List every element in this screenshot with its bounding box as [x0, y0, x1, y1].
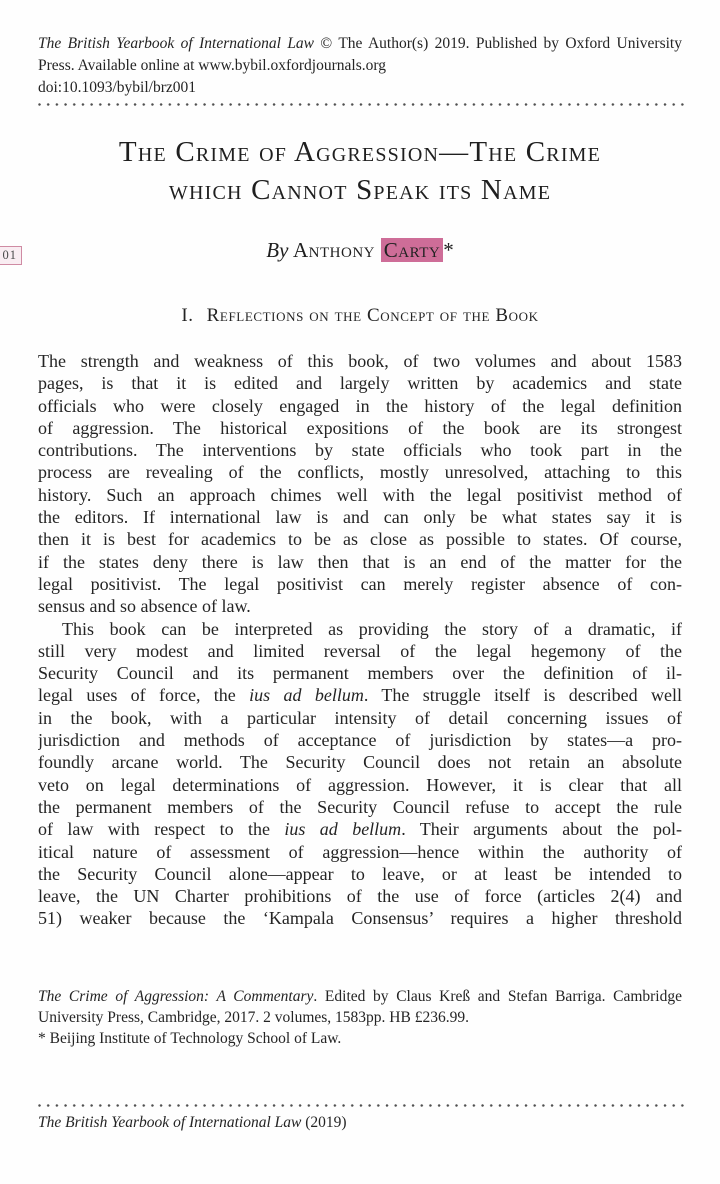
text-span: doi:10.1093/bybil/brz001: [38, 79, 197, 96]
page-footer: [38, 1112, 682, 1134]
text-span: contributions. The interventions by state officials who took part in the: [38, 440, 682, 461]
text-line: [38, 395, 682, 417]
text-line: [38, 796, 682, 818]
text-line: [38, 551, 682, 573]
section-heading: [0, 305, 720, 327]
text-span: foundly arcane world. The Security Council does not retain an absolute: [38, 752, 682, 773]
text-span: . Edited by Claus Kreß and Stefan Barriga. Cambridge: [313, 988, 682, 1005]
text-line: [38, 350, 682, 372]
dotted-separator-top: [38, 103, 684, 106]
text-span: process are revealing of the conflicts, mostly unresolved, attaching to this: [38, 462, 682, 483]
text-span: still very modest and limited reversal of the legal hegemony of the: [38, 640, 682, 661]
text-span: of law with respect to the: [38, 819, 285, 840]
text-line: [38, 907, 682, 929]
text-span: of aggression. The historical expositions of the book are its strongest: [38, 417, 682, 438]
text-line: [38, 774, 682, 796]
author-first-name: Anthony: [288, 238, 381, 262]
text-line: [38, 662, 682, 684]
text-line: [38, 684, 682, 706]
italic-text: ius ad bellum: [249, 685, 364, 706]
journal-header: [38, 33, 682, 99]
text-span: veto on legal determinations of aggression. However, it is clear that all: [38, 774, 682, 795]
text-span: This book can be interpreted as providing the story of a dramatic, if: [62, 618, 682, 639]
text-span: Security Council and its permanent members over the definition of il-: [38, 663, 682, 684]
dotted-separator-bottom: [38, 1104, 684, 1107]
text-span: then it is best for academics to be as close as possible to states. Of course,: [38, 529, 682, 550]
text-span: the editors. If international law is and can only be what states say it is: [38, 507, 682, 528]
text-span: © The Author(s) 2019. Published by Oxford University: [314, 35, 682, 52]
italic-text: The Crime of Aggression: A Commentary: [38, 988, 314, 1005]
footnote-asterisk: *: [443, 238, 454, 262]
section-title: Reflections on the Concept of the Book: [206, 305, 539, 326]
text-line: [38, 841, 682, 863]
highlighted-author-name[interactable]: Carty: [381, 238, 443, 262]
text-span: the permanent members of the Security Council refuse to accept the rule: [38, 796, 682, 817]
text-span: 51) weaker because the ‘Kampala Consensus’ requires a higher threshold: [38, 908, 682, 929]
text-span: pages, is that it is edited and largely written by academics and state: [38, 373, 682, 394]
text-line: [38, 573, 682, 595]
text-span: (2019): [301, 1114, 347, 1131]
text-span: jurisdiction and methods of acceptance of jurisdiction by states—a pro-: [38, 730, 682, 751]
text-line: [38, 461, 682, 483]
text-span: leave, the UN Charter prohibitions of the use of force (articles 2(4) and: [38, 886, 682, 907]
text-line: [38, 1007, 682, 1028]
text-span: legal positivist. The legal positivist can merely register absence of con-: [38, 573, 682, 594]
italic-text: The British Yearbook of International Law: [38, 1114, 302, 1131]
author-name: [288, 238, 443, 262]
annotation-label: 01: [2, 248, 17, 262]
text-line: [38, 595, 682, 617]
text-line: [38, 506, 682, 528]
text-line: [38, 1028, 682, 1049]
footnotes: [38, 986, 682, 1049]
text-line: [38, 77, 682, 99]
text-span: history. Such an approach chimes well with the legal positivist method of: [38, 484, 682, 505]
text-span: . The struggle itself is described well: [363, 685, 682, 706]
text-span: University Press, Cambridge, 2017. 2 volumes, 1583pp. HB £236.99.: [38, 1009, 469, 1026]
italic-text: The British Yearbook of International Law: [38, 35, 315, 52]
text-span: * Beijing Institute of Technology School of Law.: [38, 1030, 342, 1047]
byline: [0, 238, 720, 263]
text-line: [38, 618, 682, 640]
text-span: if the states deny there is law then that is an end of the matter for the: [38, 551, 682, 572]
text-span: itical nature of assessment of aggression—hence within the authority of: [38, 841, 682, 862]
article-title-line-1: The Crime of Aggression—The Crime: [118, 136, 602, 168]
section-number: I.: [181, 305, 194, 326]
italic-text: ius ad bellum: [284, 819, 402, 840]
article-title: [0, 133, 720, 209]
text-line: [38, 986, 682, 1007]
text-line: [38, 484, 682, 506]
text-line: [38, 707, 682, 729]
text-line: [38, 818, 682, 840]
text-span: in the book, with a particular intensity of detail concerning issues of: [38, 707, 682, 728]
text-span: Press. Available online at www.bybil.oxfordjournals.org: [38, 57, 386, 74]
text-span: sensus and so absence of law.: [38, 596, 251, 617]
text-line: [38, 528, 682, 550]
text-line: [38, 33, 682, 55]
text-line: [38, 439, 682, 461]
text-span: . Their arguments about the pol-: [401, 819, 682, 840]
text-line: [38, 640, 682, 662]
text-span: The strength and weakness of this book, of two volumes and about 1583: [38, 351, 682, 371]
text-line: [38, 372, 682, 394]
text-span: officials who were closely engaged in the history of the legal definition: [38, 395, 682, 416]
text-span: the Security Council alone—appear to leave, or at least be intended to: [38, 863, 682, 884]
text-line: [38, 417, 682, 439]
text-line: [38, 885, 682, 907]
text-line: [38, 1112, 682, 1134]
text-span: legal uses of force, the: [38, 685, 250, 706]
article-title-line-2: which Cannot Speak its Name: [168, 174, 552, 206]
text-line: [38, 55, 682, 77]
text-line: [38, 729, 682, 751]
byline-by: By: [266, 238, 289, 262]
text-line: [38, 751, 682, 773]
article-body: [38, 350, 682, 930]
text-line: [38, 863, 682, 885]
